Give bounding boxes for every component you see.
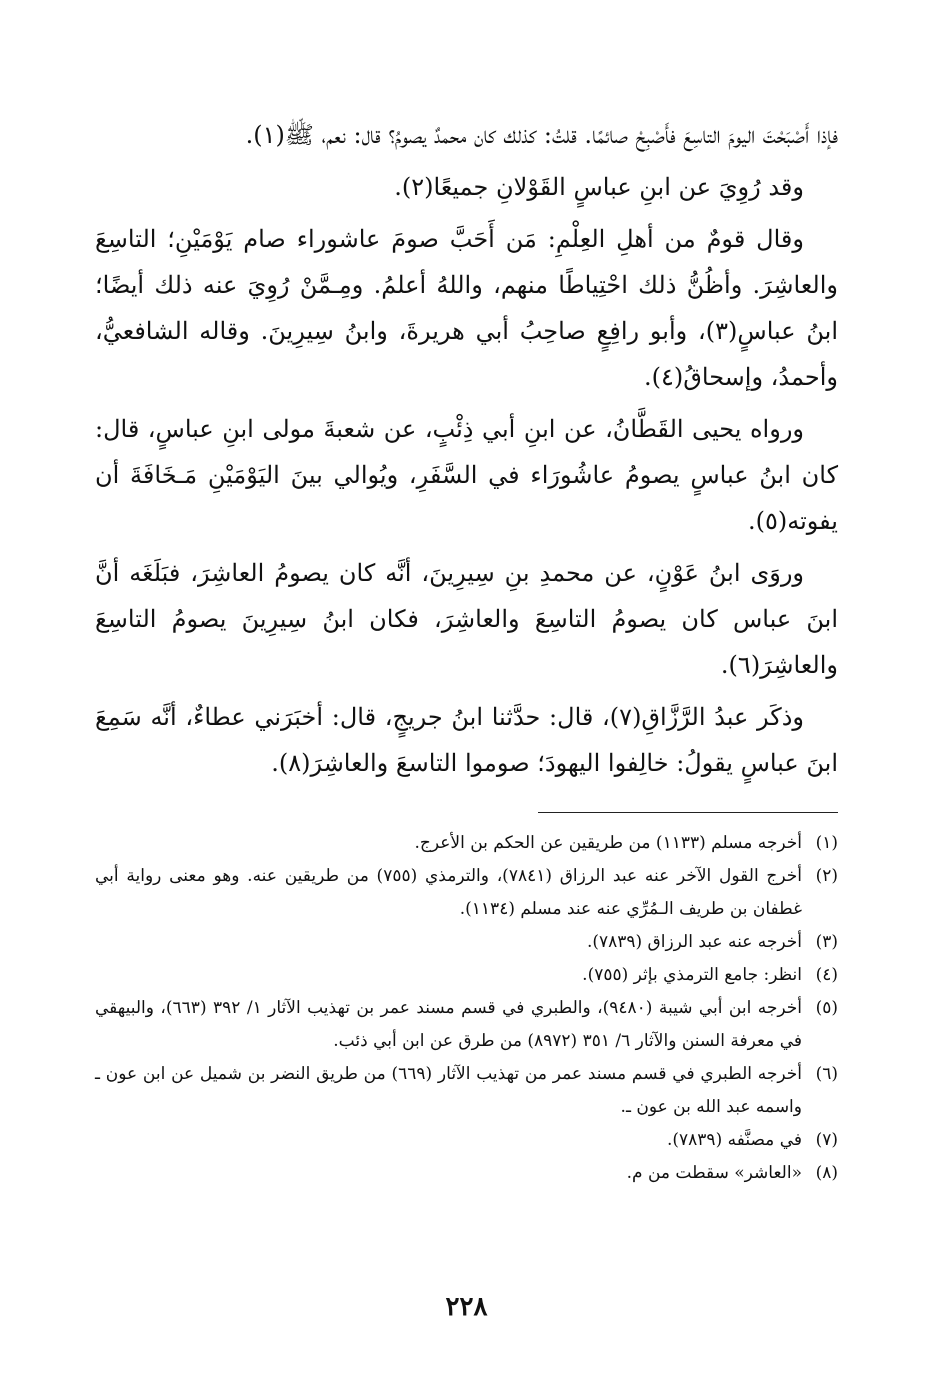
footnote-text: انظر: جامع الترمذي بإثر (٧٥٥). bbox=[582, 965, 802, 985]
footnote bbox=[95, 1058, 838, 1124]
footnote-separator bbox=[538, 812, 838, 813]
footnote-number: (٥) bbox=[815, 998, 838, 1018]
page-content bbox=[95, 112, 838, 1190]
footnotes bbox=[95, 827, 838, 1190]
paragraph: وذكَر عبدُ الرَّزَّاقِ(٧)، قال: حدَّثنا ابنُ جريجٍ، قال: أخبَرَني عطاءٌ، أنَّه سَمِعَ ابنَ عباسٍ يقولُ: خالِفوا اليهودَ؛ صوموا التاسعَ والعاشِرَ(٨). bbox=[95, 703, 838, 777]
footnote-number: (٨) bbox=[815, 1163, 838, 1183]
paragraph: وروَى ابنُ عَوْنٍ، عن محمدِ بنِ سِيرِينَ، أنَّه كان يصومُ العاشِرَ، فبَلَغَه أنَّ ابنَ عباس كان يصومُ التاسِعَ والعاشِرَ، فكان ابنُ سِيرِينَ يصومُ التاسِعَ والعاشِرَ(٦). bbox=[95, 559, 838, 679]
paragraph: وقال قومٌ من أهلِ العِلْمِ: مَن أَحَبَّ صومَ عاشوراء صام يَوْمَيْنِ؛ التاسِعَ والعاشِرَ. وأظُنُّ ذلك احْتِياطًا منهم، واللهُ أعلمُ. ومِـمَّنْ رُوِيَ عنه ذلك أيضًا؛ ابنُ عباسٍ(٣)، وأبو رافِعٍ صاحِبُ أبي هريرةَ، وابنُ سِيرِينَ. وقاله الشافعيُّ، وأحمدُ، وإسحاقُ(٤). bbox=[95, 225, 838, 391]
footnote-number: (٤) bbox=[815, 965, 838, 985]
footnote bbox=[95, 959, 838, 992]
footnote bbox=[95, 1157, 838, 1190]
footnote bbox=[95, 926, 838, 959]
page-number: ٢٢٨ bbox=[445, 1292, 488, 1322]
footnote-number: (٦) bbox=[815, 1064, 838, 1084]
paragraph: فإذا أَصْبَحْتَ اليومَ التاسِعَ فأَصْبِحْ صائمًا. قلتُ: كذلك كان محمدٌ يصومُ؟ قال: نعم، ﷺ(١). bbox=[245, 121, 838, 149]
footnote bbox=[95, 827, 838, 860]
paragraph: وقد رُوِيَ عن ابنِ عباسٍ القَوْلانِ جميعًا(٢). bbox=[394, 173, 804, 201]
footnote-text: أخرجه مسلم (١١٣٣) من طريقين عن الحكم بن الأعرج. bbox=[414, 833, 802, 853]
footnote-number: (٧) bbox=[815, 1130, 838, 1150]
footnote-text: أخرجه ابن أبي شيبة (٩٤٨٠)، والطبري في قسم مسند عمر بن تهذيب الآثار ١/ ٣٩٢ (٦٦٣)، والبيهقي في معرفة السنن والآثار ٦/ ٣٥١ (٨٩٧٢) من طرق عن ابن أبي ذئب. bbox=[95, 998, 802, 1051]
paragraph: ورواه يحيى القَطَّانُ، عن ابنِ أبي ذِئْبٍ، عن شعبةَ مولى ابنِ عباسٍ، قال: كان ابنُ عباسٍ يصومُ عاشُورَاء في السَّفَرِ، ويُوالي بينَ اليَوْمَيْنِ مَـخَافَةَ أن يفوته(٥). bbox=[95, 415, 838, 535]
footnote-text: «العاشر» سقطت من م. bbox=[626, 1163, 802, 1183]
footnote-text: أخرجه الطبري في قسم مسند عمر من تهذيب الآثار (٦٦٩) من طريق النضر بن شميل عن ابن عون ـ واسمه عبد الله بن عون ـ. bbox=[95, 1064, 802, 1117]
footnote bbox=[95, 860, 838, 926]
footnote-text: أخرج القول الآخر عنه عبد الرزاق (٧٨٤١)، والترمذي (٧٥٥) من طريقين عنه. وهو معنى رواية أبي غطفان بن طريف الـمُرِّي عنه عند مسلم (١١٣٤). bbox=[95, 866, 802, 919]
footnote-text: أخرجه عنه عبد الرزاق (٧٨٣٩). bbox=[586, 932, 802, 952]
footnote-number: (٢) bbox=[815, 866, 838, 886]
footnote-number: (١) bbox=[815, 833, 838, 853]
footnote-number: (٣) bbox=[815, 932, 838, 952]
main-text bbox=[95, 112, 838, 786]
footnote-text: في مصنَّفه (٧٨٣٩). bbox=[666, 1130, 802, 1150]
footnote bbox=[95, 1124, 838, 1157]
footnote bbox=[95, 992, 838, 1058]
